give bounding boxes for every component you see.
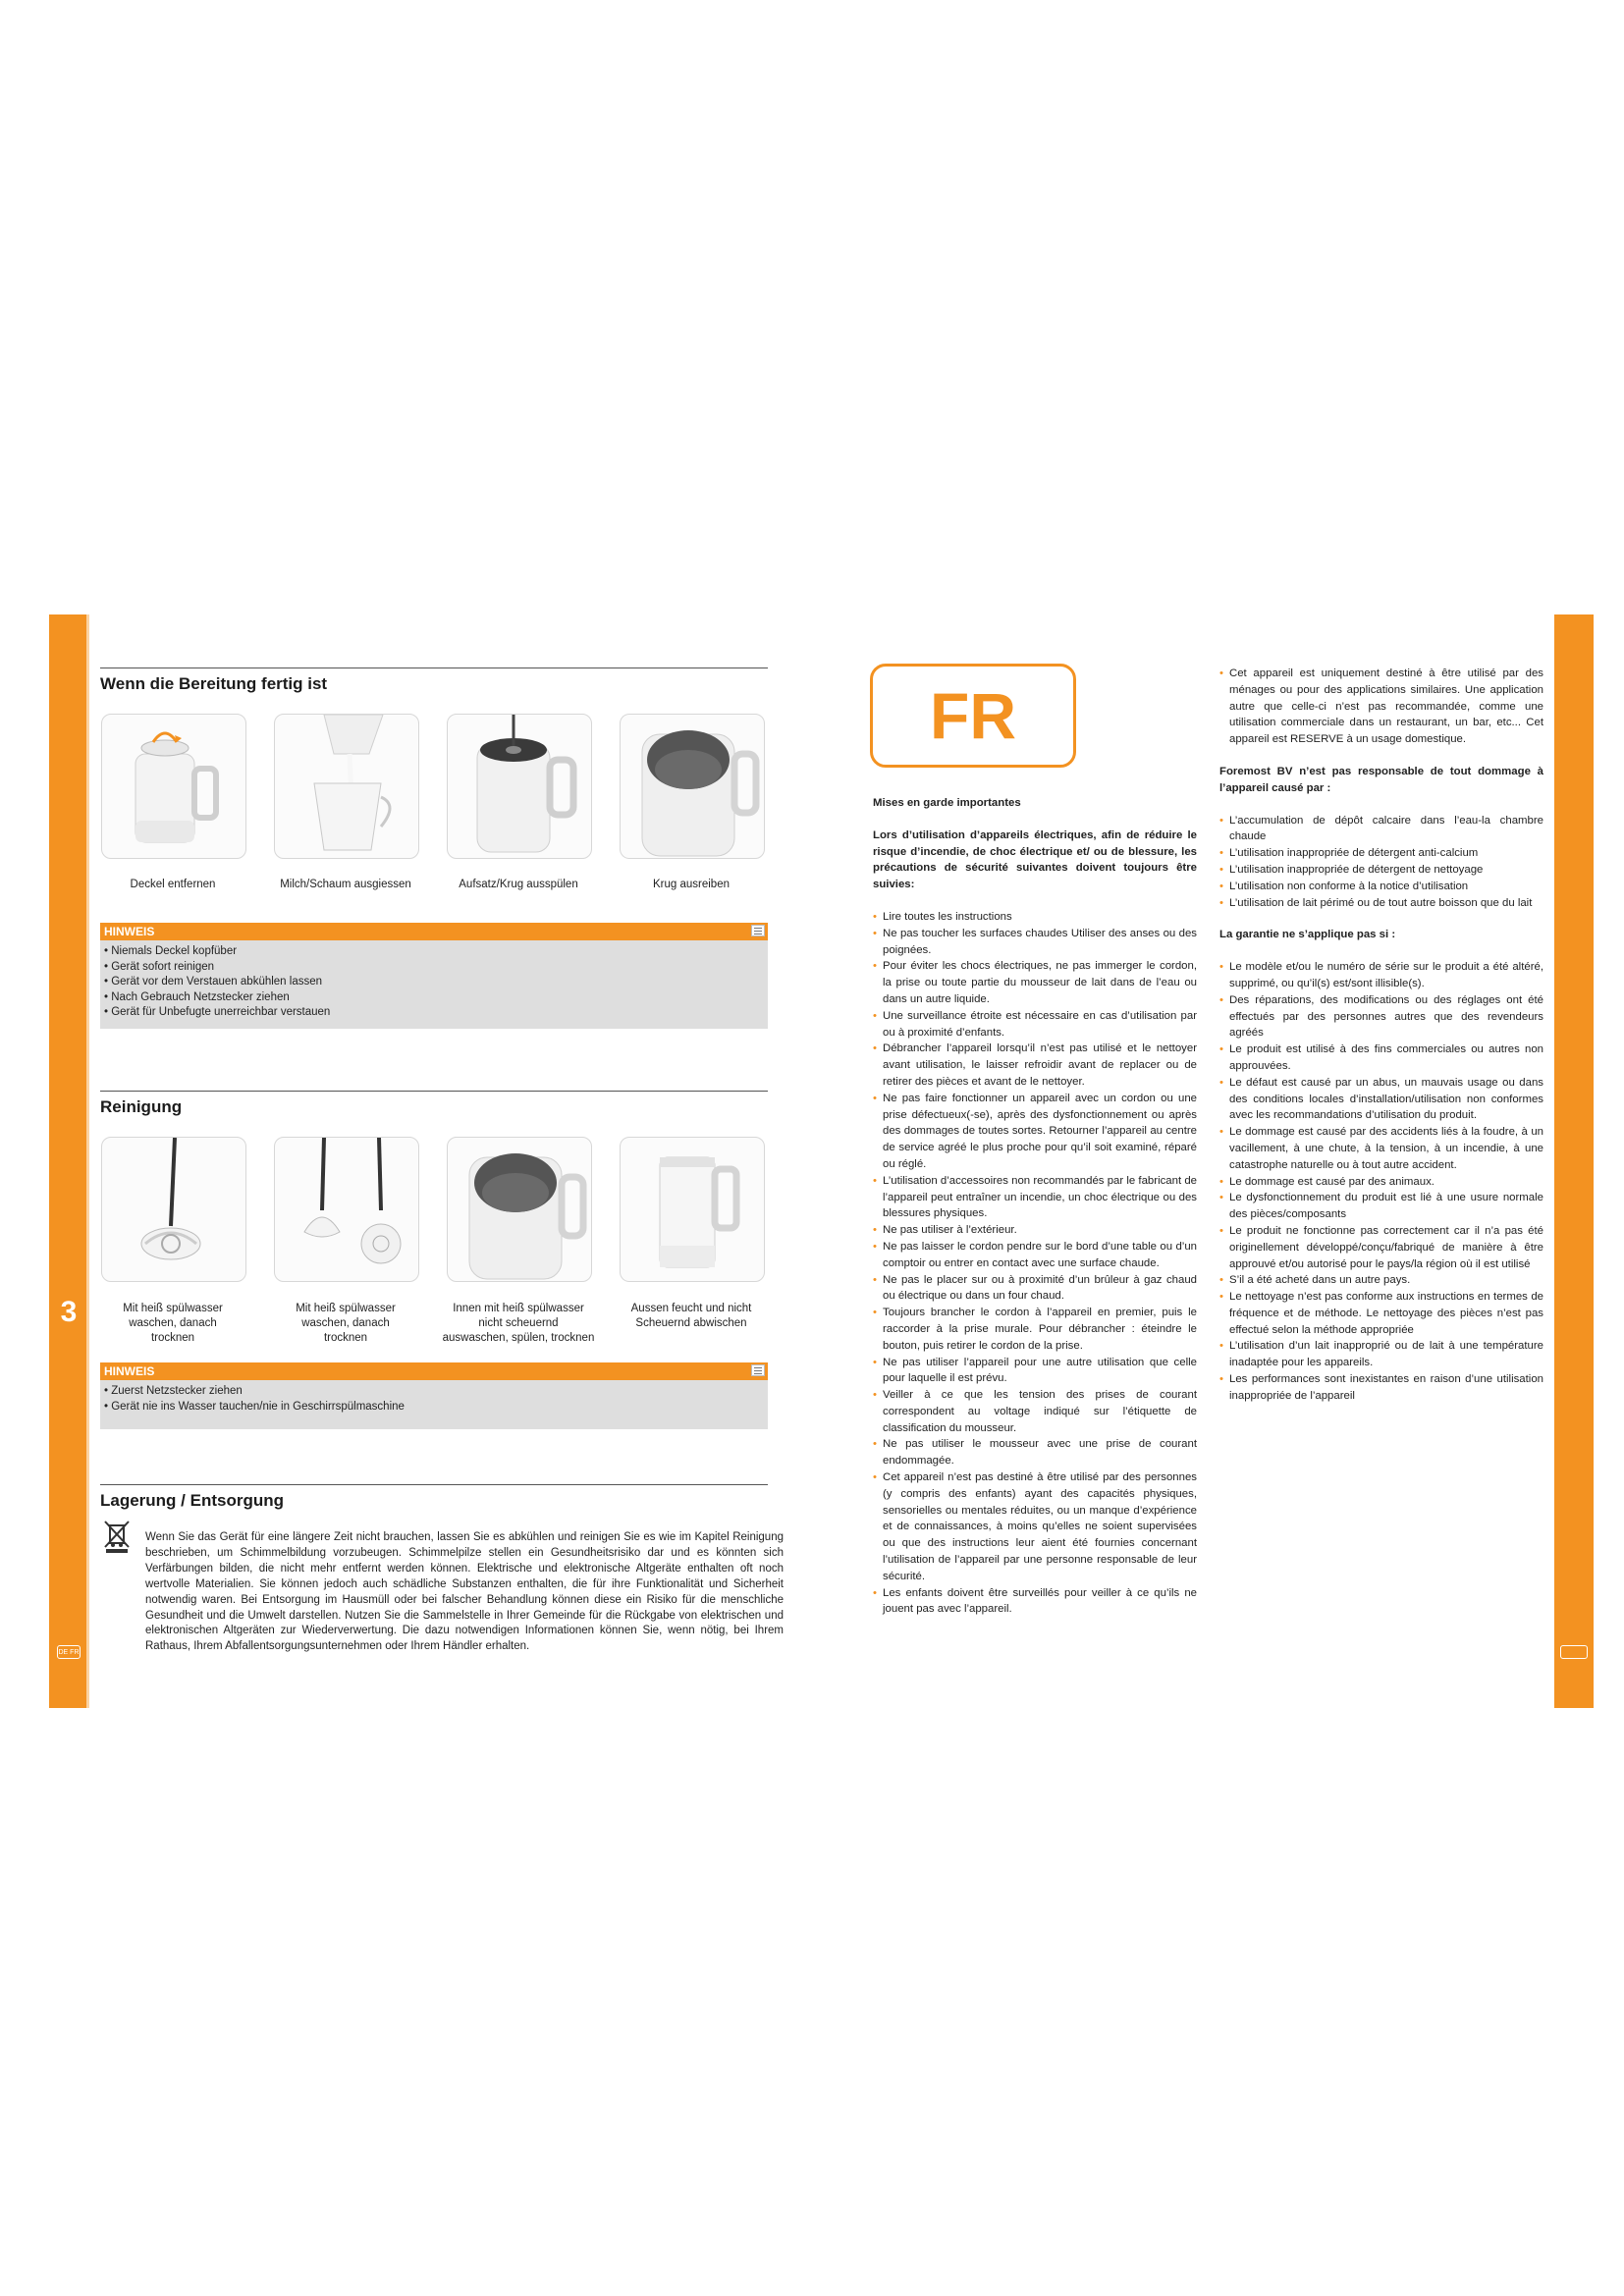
list-item: • Cet appareil est uniquement destiné à être utilisé par des ménages ou pour des applications similaires. Une application autre que celle-ci n’est pas recommandée, comme une utilisation commerciale dans un restaurant, un bar, etc... Cet appareil est RESERVE à un usage domestique. bbox=[1219, 666, 1543, 748]
list-item: • Le nettoyage n’est pas conforme aux instructions en termes de fréquence et de méthode. Le nettoyage des pièces n’est pas effectué selon la méthode appropriée bbox=[1219, 1289, 1543, 1338]
list-item: • L’utilisation inappropriée de détergent de nettoyage bbox=[1219, 862, 1543, 879]
caption-whisk-single bbox=[89, 1302, 256, 1346]
photo-wash-inside bbox=[447, 1137, 592, 1282]
section-3-title: Wenn die Bereitung fertig ist bbox=[100, 674, 328, 693]
usage-list bbox=[1219, 666, 1543, 748]
caption-line: Aussen feucht und nicht bbox=[630, 1303, 752, 1314]
section-5-title: Lagerung / Entsorgung bbox=[100, 1491, 284, 1510]
hint-body-section-4 bbox=[100, 1380, 768, 1429]
list-item: • Pour éviter les chocs électriques, ne pas immerger le cordon, la prise ou toute partie du mousseur de lait dans de l’eau ou dans un autre liquide. bbox=[873, 958, 1197, 1007]
hint-line: • Niemals Deckel kopfüber bbox=[104, 945, 238, 957]
crossed-bin-icon bbox=[102, 1520, 132, 1553]
caption-line: Innen mit heiß spülwasser bbox=[453, 1303, 584, 1314]
right-page-badge bbox=[1560, 1645, 1588, 1659]
photo-wipe-outside bbox=[620, 1137, 765, 1282]
list-item: • Le défaut est causé par un abus, un mauvais usage ou dans des conditions locales d’installation/utilisation non conformes avec les recommandations d’utilisation du produit. bbox=[1219, 1075, 1543, 1124]
list-item: • Le produit ne fonctionne pas correctement car il n’a pas été originellement développé/conçu/fabriqué de manière à être approuvé et/ou autorisé pour le pays/la région où il est utilisé bbox=[1219, 1223, 1543, 1272]
hint-line: • Gerät sofort reinigen bbox=[104, 960, 215, 973]
list-item: • Une surveillance étroite est nécessaire en cas d’utilisation par ou à proximité d’enfants. bbox=[873, 1008, 1197, 1041]
list-item: • Veiller à ce que les tension des prises de courant correspondent au voltage indiqué sur l’étiquette de classification du mousseur. bbox=[873, 1387, 1197, 1436]
foremost-heading: Foremost BV n’est pas responsable de tout dommage à l’appareil causé par : bbox=[1219, 765, 1543, 794]
left-orange-spine bbox=[49, 614, 86, 2149]
list-item: • Toujours brancher le cordon à l’appareil en premier, puis le raccorder à la prise murale. Pour débrancher : éteindre le bouton, puis retirer le cordon de la prise. bbox=[873, 1305, 1197, 1354]
guarantee-list bbox=[1219, 959, 1543, 1405]
list-item: • Débrancher l’appareil lorsqu’il n’est pas utilisé et le nettoyer avant utilisation, le laisser refroidir avant de replacer ou de retirer des pièces et avant de le nettoyer. bbox=[873, 1041, 1197, 1090]
list-item: • Des réparations, des modifications ou des réglages ont été effectués par des personnes autres que des revendeurs agréés bbox=[1219, 992, 1543, 1041]
section-3-rule bbox=[100, 667, 768, 668]
list-item: • Ne pas faire fonctionner un appareil avec un cordon ou une prise défectueux(-se), après des dysfonctionnement ou après des dommages de toutes sortes. Retourner l’appareil au centre de service agréé le plus proche pour qu’il soit examiné, réparé ou réglé. bbox=[873, 1091, 1197, 1173]
caption-pour-milk: Milch/Schaum ausgiessen bbox=[280, 879, 411, 890]
step-number-5: 5 bbox=[60, 2116, 78, 2149]
notes-icon bbox=[751, 925, 765, 936]
list-item: • Cet appareil n’est pas destiné à être utilisé par des personnes (y compris des enfants) ayant des capacités physiques, sensorielles ou mentales réduites, ou un manque d’expérience et de connaissances, à moins qu’elles ne soient supervisées ou que des instructions leur aient été fournies concernant l’utilisation de l’appareil par une personne responsable de leur sécurité. bbox=[873, 1469, 1197, 1585]
language-label-fr: FR bbox=[870, 664, 1076, 768]
caption-wash-inside bbox=[435, 1302, 602, 1346]
list-item: • L’utilisation inappropriée de détergent anti-calcium bbox=[1219, 845, 1543, 862]
caption-line: waschen, danach bbox=[129, 1317, 217, 1329]
caption-line: nicht scheuernd bbox=[478, 1317, 559, 1329]
list-item: • Ne pas toucher les surfaces chaudes Utiliser des anses ou des poignées. bbox=[873, 926, 1197, 959]
section-4-rule bbox=[100, 1091, 768, 1092]
caption-wipe-jug: Krug ausreiben bbox=[653, 879, 730, 890]
step-number-4: 4 bbox=[60, 1722, 78, 1754]
caption-line: Mit heiß spülwasser bbox=[123, 1303, 223, 1314]
foremost-list bbox=[1219, 813, 1543, 912]
caption-whisk-parts bbox=[262, 1302, 429, 1346]
caption-line: auswaschen, spülen, trocknen bbox=[442, 1332, 595, 1344]
photo-wipe-jug bbox=[620, 714, 765, 859]
list-item: • Le modèle et/ou le numéro de série sur le produit a été altéré, supprimé, ou qu’il(s) est/sont illisible(s). bbox=[1219, 959, 1543, 992]
notes-icon bbox=[751, 1364, 765, 1376]
section-4-title: Reinigung bbox=[100, 1097, 183, 1116]
hint-line: • Zuerst Netzstecker ziehen bbox=[104, 1385, 243, 1397]
column-1 bbox=[873, 795, 1197, 1618]
hint-title: HINWEIS bbox=[104, 925, 155, 938]
spine-shadow bbox=[86, 614, 89, 1708]
warnings-intro: Lors d’utilisation d’appareils électriques, afin de réduire le risque d’incendie, de choc électrique et/ ou de blessure, les précautions de sécurité suivantes doivent toujours être suivies: bbox=[873, 828, 1197, 891]
photo-rinse-jug bbox=[447, 714, 592, 859]
caption-line: trocknen bbox=[323, 1332, 368, 1344]
caption-line: Scheuernd abwischen bbox=[635, 1317, 747, 1329]
photo-pour-milk bbox=[274, 714, 419, 859]
hint-body-section-3 bbox=[100, 940, 768, 1029]
list-item: • Ne pas utiliser à l’extérieur. bbox=[873, 1222, 1197, 1239]
right-orange-spine bbox=[1554, 614, 1594, 1708]
list-item: • L’utilisation non conforme à la notice d’utilisation bbox=[1219, 879, 1543, 895]
list-item: • Les performances sont inexistantes en raison d’une utilisation inappropriée de l’appareil bbox=[1219, 1371, 1543, 1405]
photo-whisk-single bbox=[101, 1137, 246, 1282]
list-item: • Le produit est utilisé à des fins commerciales ou autres non approuvées. bbox=[1219, 1041, 1543, 1075]
photo-remove-lid bbox=[101, 714, 246, 859]
list-item: • Ne pas utiliser l’appareil pour une autre utilisation que celle pour laquelle il est prévu. bbox=[873, 1355, 1197, 1388]
page-language-badge: DE FR bbox=[57, 1645, 81, 1659]
warnings-heading: Mises en garde importantes bbox=[873, 797, 1021, 809]
hint-header-section-4 bbox=[100, 1362, 768, 1380]
disposal-text: Wenn Sie das Gerät für eine längere Zeit nicht brauchen, lassen Sie es abkühlen und reinigen Sie es wie im Kapitel Reinigung beschrieben, um Schimmelbildung vorzubeugen. Schimmelpilze stellen ein Gesundheitsrisiko dar und es könnten sich Verfärbungen bilden, die nicht mehr entfernt werden können. Elektrische und elektronische Altgeräte enthalten oft noch wertvolle Materialien. Sie können jedoch auch schädliche Substanzen enthalten, die für ihre Funktionalität und Sicherheit notwendig waren. Bei Entsorgung im Hausmüll oder bei falscher Behandlung können diese ein Risiko für die menschliche Gesundheit und die Umwelt darstellen. Nutzen Sie die Sammelstelle in Ihrer Gemeinde für die Rückgabe von elektrischen und elektronischen Altgeräten zur Wiederverwertung. Die dazu notwendigen Informationen können Sie, wenn nötig, bei Ihrem Rathaus, Ihrem Abfallentsorgungsunternehmen oder Ihrem Händler erhalten. bbox=[145, 1531, 784, 1653]
guarantee-heading: La garantie ne s’applique pas si : bbox=[1219, 929, 1396, 941]
hint-line: • Gerät vor dem Verstauen abkühlen lassen bbox=[104, 976, 323, 988]
list-item: • L’utilisation d’un lait inapproprié ou de lait à une température inadaptée pour les appareils. bbox=[1219, 1338, 1543, 1371]
caption-line: trocknen bbox=[150, 1332, 195, 1344]
list-item: • Le dysfonctionnement du produit est lié à une usure normale des pièces/composants bbox=[1219, 1190, 1543, 1223]
caption-line: waschen, danach bbox=[301, 1317, 390, 1329]
step-number-3: 3 bbox=[60, 1296, 78, 1328]
caption-wipe-outside bbox=[608, 1302, 775, 1331]
warnings-list bbox=[873, 909, 1197, 1618]
list-item: • Ne pas utiliser le mousseur avec une prise de courant endommagée. bbox=[873, 1436, 1197, 1469]
list-item: • Le dommage est causé par des animaux. bbox=[1219, 1174, 1543, 1191]
column-2 bbox=[1219, 666, 1543, 1405]
list-item: • Lire toutes les instructions bbox=[873, 909, 1197, 926]
list-item: • Ne pas le placer sur ou à proximité d’un brûleur à gaz chaud ou électrique ou dans un four chaud. bbox=[873, 1272, 1197, 1306]
list-item: • Les enfants doivent être surveillés pour veiller à ce qu’ils ne jouent pas avec l’appareil. bbox=[873, 1585, 1197, 1619]
list-item: • S’il a été acheté dans un autre pays. bbox=[1219, 1272, 1543, 1289]
caption-remove-lid: Deckel entfernen bbox=[130, 879, 216, 890]
list-item: • L’utilisation d’accessoires non recommandés par le fabricant de l’appareil peut entraîner un incendie, un choc électrique ou des blessures physiques. bbox=[873, 1173, 1197, 1222]
hint-line: • Gerät nie ins Wasser tauchen/nie in Geschirrspülmaschine bbox=[104, 1400, 405, 1413]
list-item: • L’utilisation de lait périmé ou de tout autre boisson que du lait bbox=[1219, 895, 1543, 912]
list-item: • L’accumulation de dépôt calcaire dans l’eau-la chambre chaude bbox=[1219, 813, 1543, 846]
hint-line: • Gerät für Unbefugte unerreichbar verstauen bbox=[104, 1006, 331, 1018]
list-item: • Le dommage est causé par des accidents liés à la foudre, à un vacillement, à une chute, à la tension, à un incendie, à une catastrophe naturelle ou à tout autre accident. bbox=[1219, 1124, 1543, 1173]
hint-header-section-3 bbox=[100, 923, 768, 940]
hint-title: HINWEIS bbox=[104, 1364, 155, 1378]
caption-rinse-jug: Aufsatz/Krug ausspülen bbox=[459, 879, 578, 890]
photo-whisk-parts bbox=[274, 1137, 419, 1282]
caption-line: Mit heiß spülwasser bbox=[296, 1303, 396, 1314]
section-5-rule bbox=[100, 1484, 768, 1485]
list-item: • Ne pas laisser le cordon pendre sur le bord d’une table ou d’un comptoir ou entrer en contact avec une surface chaude. bbox=[873, 1239, 1197, 1272]
hint-line: • Nach Gebrauch Netzstecker ziehen bbox=[104, 990, 290, 1003]
